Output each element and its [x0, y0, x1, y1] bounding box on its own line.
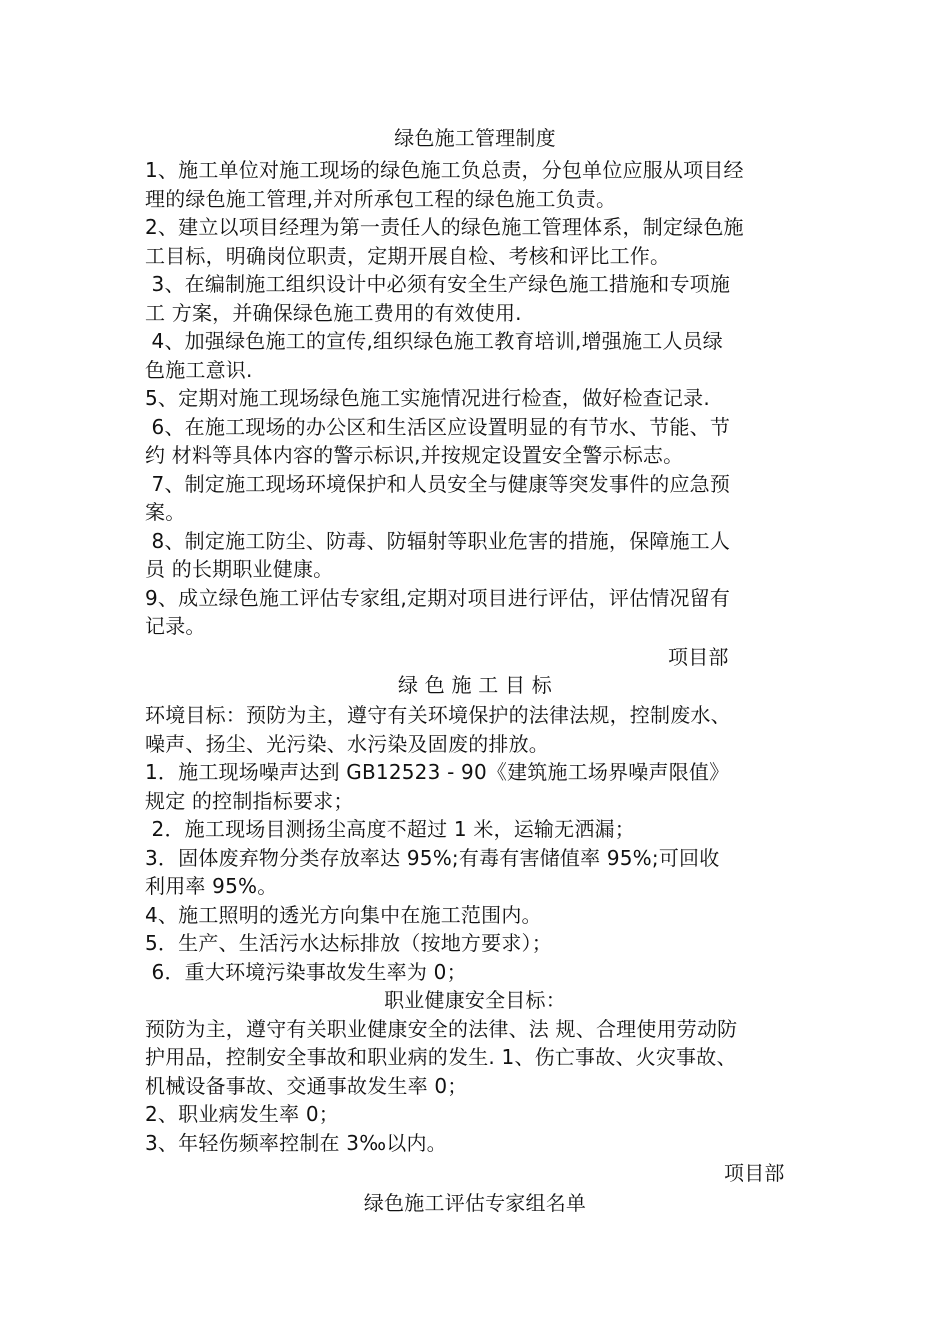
section2-line: 机械设备事故、交通事故发生率 0； [145, 1074, 468, 1098]
section1-line: 3、在编制施工组织设计中必须有安全生产绿色施工措施和专项施 [145, 272, 731, 296]
section2-subtitle: 职业健康安全目标： [384, 988, 566, 1012]
section1-line: 工 方案，并确保绿色施工费用的有效使用. [145, 301, 522, 325]
section1-line: 色施工意识. [145, 358, 253, 382]
section1-title: 绿色施工管理制度 [394, 126, 556, 150]
section2-line: 利用率 95%。 [145, 874, 278, 898]
section1-line: 约 材料等具体内容的警示标识,并按规定设置安全警示标志。 [145, 443, 684, 467]
section2-line: 噪声、扬尘、光污染、水污染及固废的排放。 [145, 732, 549, 756]
section2-line: 2．施工现场目测扬尘高度不超过 1 米，运输无洒漏； [145, 817, 635, 841]
section2-signature: 项目部 [724, 1161, 785, 1185]
section1-line: 工目标，明确岗位职责，定期开展自检、考核和评比工作。 [145, 244, 671, 268]
section2-line: 2、职业病发生率 0； [145, 1102, 340, 1126]
section2-line: 护用品，控制安全事故和职业病的发生. 1、伤亡事故、火灾事故、 [145, 1045, 737, 1069]
section1-line: 9、成立绿色施工评估专家组,定期对项目进行评估，评估情况留有 [145, 586, 731, 610]
section2-line: 6．重大环境污染事故发生率为 0； [145, 960, 467, 984]
section2-line: 3、年轻伤频率控制在 3‰以内。 [145, 1131, 447, 1155]
section2-line: 1．施工现场噪声达到 GB12523 - 90《建筑施工场界噪声限值》 [145, 760, 730, 784]
section1-line: 5、定期对施工现场绿色施工实施情况进行检查，做好检查记录. [145, 386, 710, 410]
section3-title: 绿色施工评估专家组名单 [363, 1191, 587, 1215]
section1-line: 员 的长期职业健康。 [145, 557, 334, 581]
section1-line: 记录。 [145, 614, 206, 638]
section1-line: 8、制定施工防尘、防毒、防辐射等职业危害的措施，保障施工人 [145, 529, 731, 553]
section1-line: 7、制定施工现场环境保护和人员安全与健康等突发事件的应急预 [145, 472, 731, 496]
section1-line: 2、建立以项目经理为第一责任人的绿色施工管理体系，制定绿色施 [145, 215, 744, 239]
section1-line: 4、加强绿色施工的宣传,组织绿色施工教育培训,增强施工人员绿 [145, 329, 723, 353]
section2-line: 预防为主，遵守有关职业健康安全的法律、法 规、合理使用劳动防 [145, 1017, 738, 1041]
section2-line: 环境目标：预防为主，遵守有关环境保护的法律法规，控制废水、 [145, 703, 731, 727]
section1-line: 理的绿色施工管理,并对所承包工程的绿色施工负责。 [145, 187, 617, 211]
section2-title: 绿 色 施 工 目 标 [398, 673, 552, 697]
section2-line: 4、施工照明的透光方向集中在施工范围内。 [145, 903, 542, 927]
section2-line: 3．固体废弃物分类存放率达 95%;有毒有害储值率 95%;可回收 [145, 846, 720, 870]
section2-line: 规定 的控制指标要求； [145, 789, 354, 813]
section1-line: 1、施工单位对施工现场的绿色施工负总责，分包单位应服从项目经 [145, 158, 744, 182]
section1-signature: 项目部 [668, 645, 729, 669]
section1-line: 6、在施工现场的办公区和生活区应设置明显的有节水、节能、节 [145, 415, 731, 439]
section1-line: 案。 [145, 500, 186, 524]
section2-line: 5．生产、生活污水达标排放（按地方要求）； [145, 931, 552, 955]
